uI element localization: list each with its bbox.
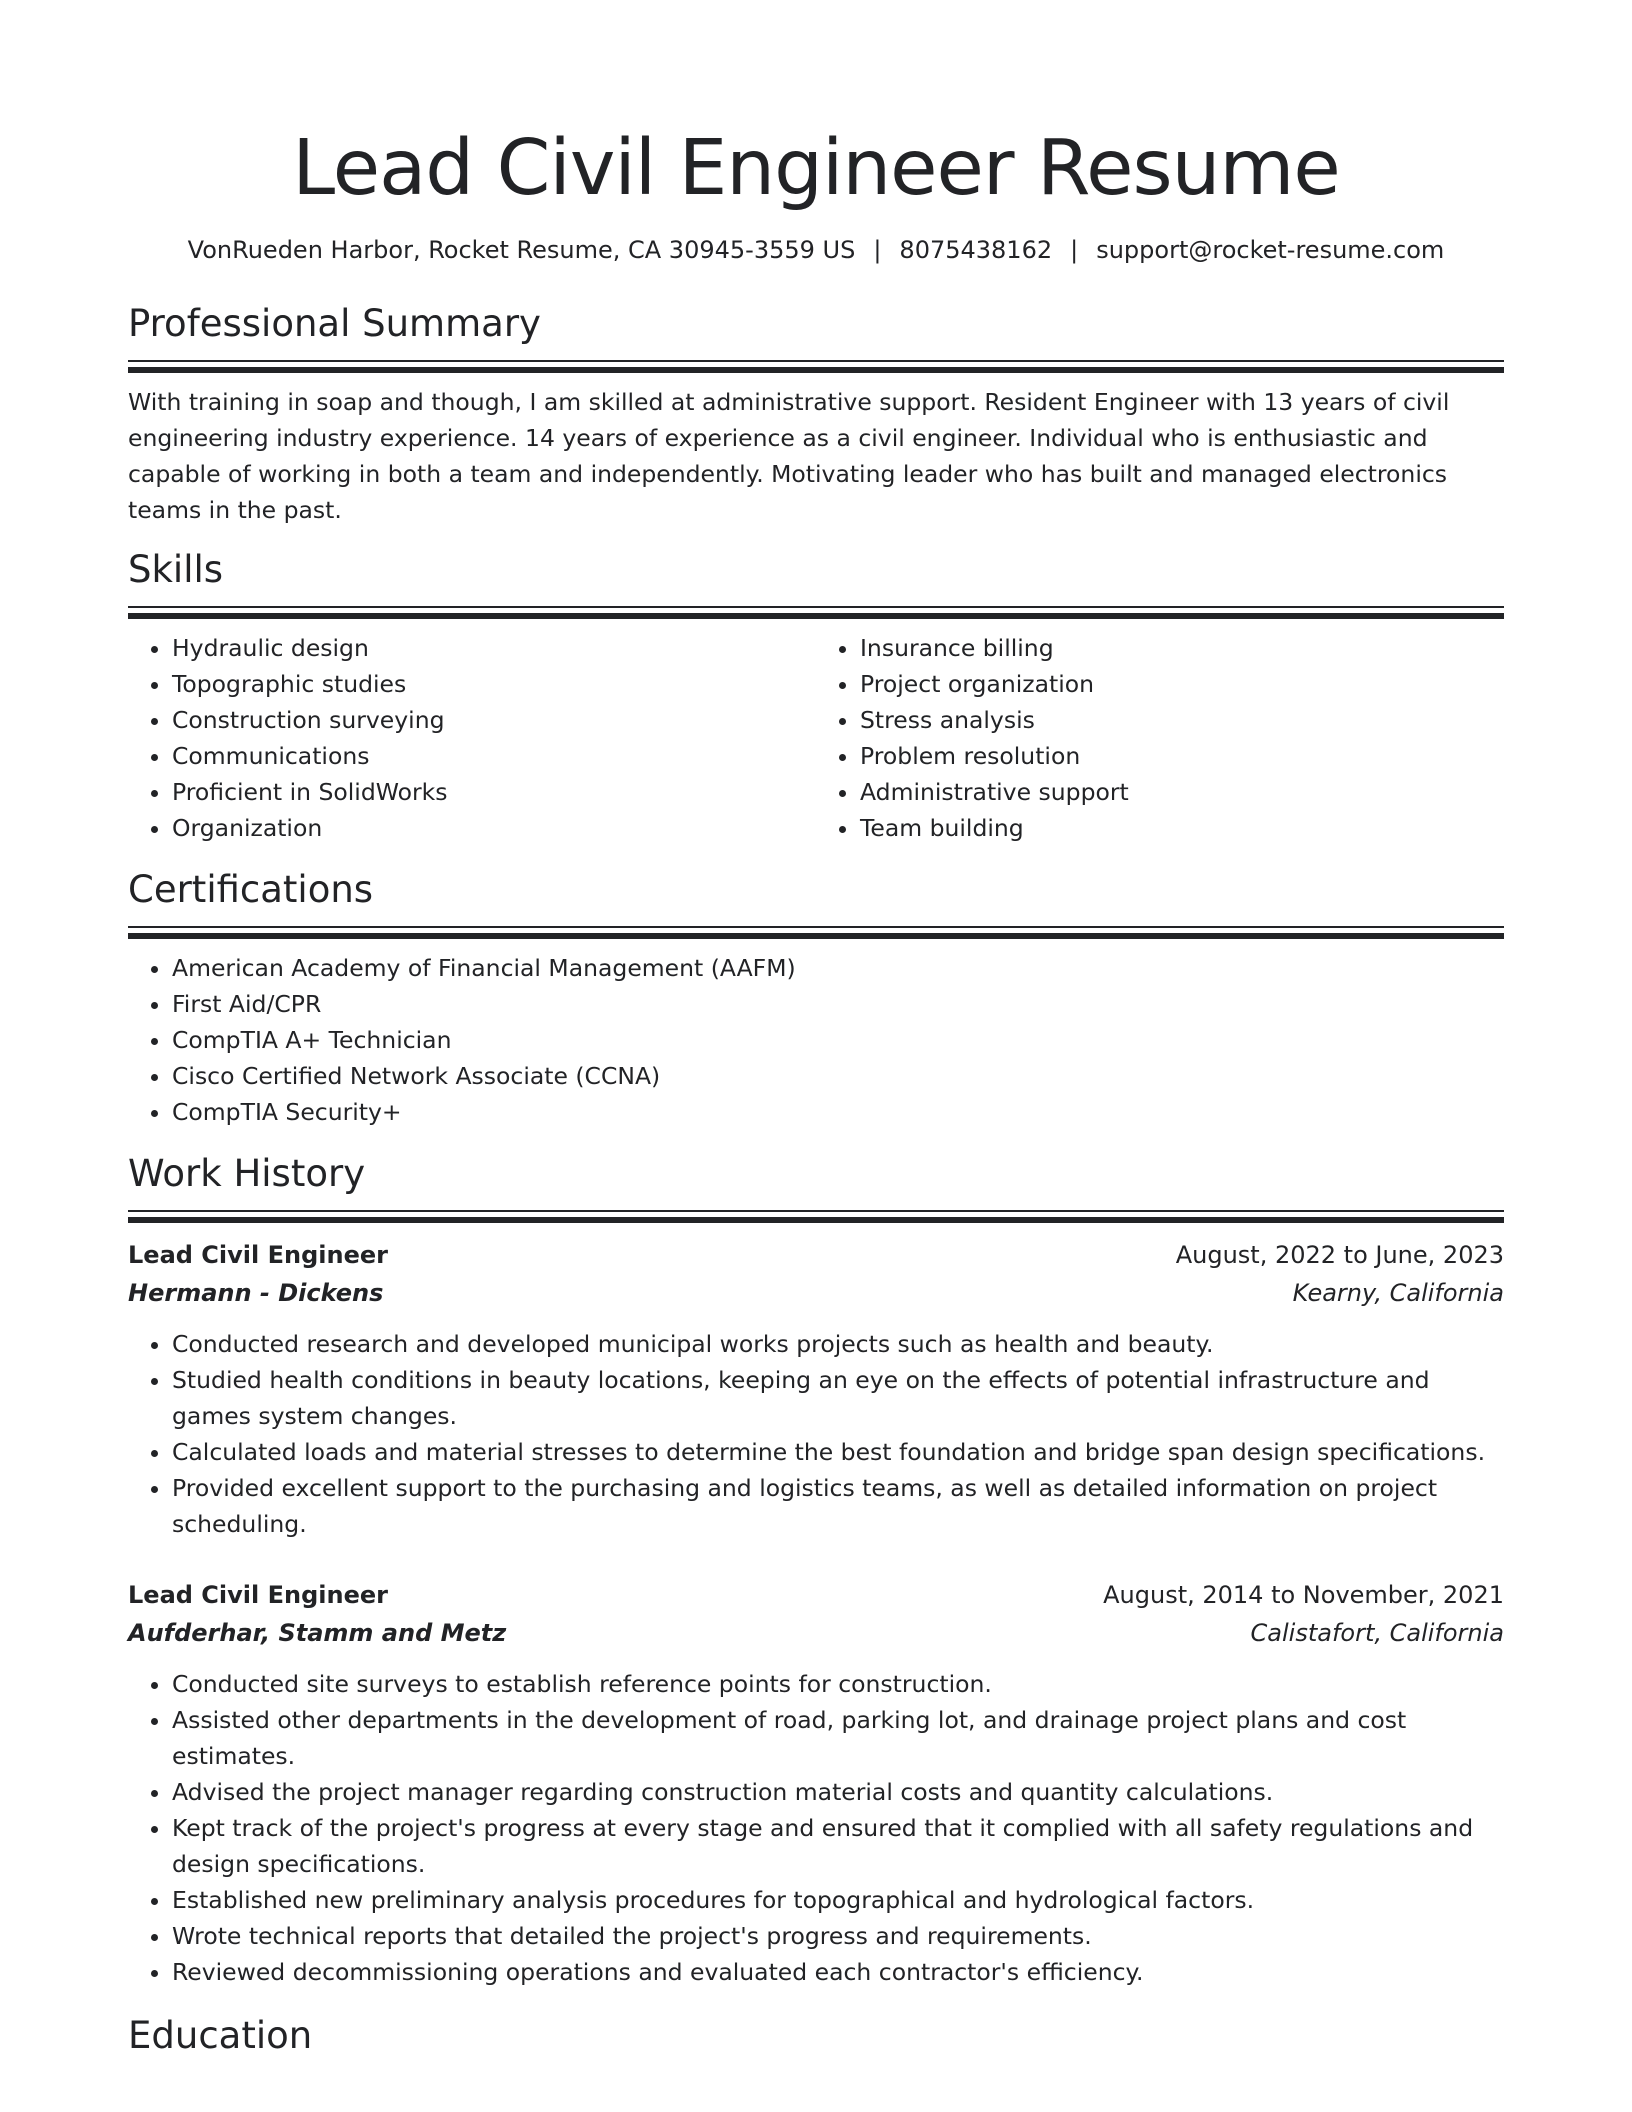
job-subheader-row xyxy=(128,1274,1504,1312)
job-duty-item: • Provided excellent support to the purchasing and logistics teams, as well as detailed information on project scheduling. xyxy=(172,1470,1504,1542)
job-duty-item: • Established new preliminary analysis procedures for topographical and hydrological factors. xyxy=(172,1882,1504,1918)
education-heading: Education xyxy=(128,2014,313,2057)
certifications-section xyxy=(128,866,1504,1130)
certification-item: • CompTIA A+ Technician xyxy=(172,1022,1504,1058)
section-divider xyxy=(128,926,1504,940)
section-divider xyxy=(128,360,1504,374)
contact-phone: 8075438162 xyxy=(899,236,1053,264)
certification-item: • First Aid/CPR xyxy=(172,986,1504,1022)
certifications-heading: Certifications xyxy=(128,868,374,911)
skill-item: • Insurance billing xyxy=(860,630,1504,666)
job-duty-item: • Studied health conditions in beauty locations, keeping an eye on the effects of potential infrastructure and games system changes. xyxy=(172,1362,1504,1434)
job-dates: August, 2022 to June, 2023 xyxy=(1175,1241,1504,1269)
job-location: Kearny, California xyxy=(1292,1279,1504,1307)
skill-item: • Hydraulic design xyxy=(172,630,816,666)
job-header-row xyxy=(128,1236,1504,1274)
skills-list-left xyxy=(128,630,816,846)
job-duties-list xyxy=(128,1326,1504,1542)
resume-title: Lead Civil Engineer Resume xyxy=(292,124,1340,213)
summary-section xyxy=(128,300,1504,528)
job-duty-item: • Kept track of the project's progress at every stage and ensured that it complied with all safety regulations and design specifications. xyxy=(172,1810,1504,1882)
certifications-list xyxy=(128,950,1504,1130)
skills-section xyxy=(128,546,1504,846)
summary-text: With training in soap and though, I am skilled at administrative support. Resident Engineer with 13 years of civil engineering industry experience. 14 years of experience as a civil engineer. Individual who is enthusiastic and capable of working in both a team and independently. Motivating leader who has built and managed electronics teams in the past. xyxy=(128,388,1450,524)
skill-item: • Team building xyxy=(860,810,1504,846)
job-duty-item: • Assisted other departments in the development of road, parking lot, and drainage project plans and cost estimates. xyxy=(172,1702,1504,1774)
section-divider xyxy=(128,1210,1504,1224)
skill-item: • Project organization xyxy=(860,666,1504,702)
contact-separator: | xyxy=(873,236,882,264)
job-title: Lead Civil Engineer xyxy=(128,1241,388,1269)
work-history-section xyxy=(128,1150,1504,1990)
skills-grid xyxy=(128,630,1504,846)
skill-item: • Topographic studies xyxy=(172,666,816,702)
job-duties-list xyxy=(128,1666,1504,1990)
job-duty-item: • Reviewed decommissioning operations and evaluated each contractor's efficiency. xyxy=(172,1954,1504,1990)
contact-address: VonRueden Harbor, Rocket Resume, CA 30945-3559 US xyxy=(187,236,856,264)
skill-item: • Stress analysis xyxy=(860,702,1504,738)
skill-item: • Organization xyxy=(172,810,816,846)
job-entry xyxy=(128,1236,1504,1542)
job-company: Hermann - Dickens xyxy=(128,1279,384,1307)
skill-item: • Communications xyxy=(172,738,816,774)
job-header-row xyxy=(128,1576,1504,1614)
skill-item: • Administrative support xyxy=(860,774,1504,810)
certification-item: • Cisco Certified Network Associate (CCNA) xyxy=(172,1058,1504,1094)
work-history-heading: Work History xyxy=(128,1152,366,1195)
skills-heading: Skills xyxy=(128,548,224,591)
job-duty-item: • Wrote technical reports that detailed the project's progress and requirements. xyxy=(172,1918,1504,1954)
job-duty-item: • Conducted site surveys to establish reference points for construction. xyxy=(172,1666,1504,1702)
skill-item: • Problem resolution xyxy=(860,738,1504,774)
skills-list-right xyxy=(816,630,1504,846)
job-subheader-row xyxy=(128,1614,1504,1652)
summary-heading: Professional Summary xyxy=(128,302,541,345)
job-company: Aufderhar, Stamm and Metz xyxy=(128,1619,507,1647)
skill-item: • Construction surveying xyxy=(172,702,816,738)
certification-item: • CompTIA Security+ xyxy=(172,1094,1504,1130)
job-dates: August, 2014 to November, 2021 xyxy=(1103,1581,1504,1609)
contact-separator: | xyxy=(1070,236,1079,264)
certification-item: • American Academy of Financial Management (AAFM) xyxy=(172,950,1504,986)
job-duty-item: • Advised the project manager regarding construction material costs and quantity calculations. xyxy=(172,1774,1504,1810)
education-section xyxy=(128,2012,1504,2060)
section-divider xyxy=(128,606,1504,620)
job-entry xyxy=(128,1576,1504,1990)
job-duty-item: • Calculated loads and material stresses to determine the best foundation and bridge span design specifications. xyxy=(172,1434,1504,1470)
job-location: Calistafort, California xyxy=(1250,1619,1504,1647)
job-duty-item: • Conducted research and developed municipal works projects such as health and beauty. xyxy=(172,1326,1504,1362)
contact-email: support@rocket-resume.com xyxy=(1096,236,1445,264)
skill-item: • Proficient in SolidWorks xyxy=(172,774,816,810)
job-title: Lead Civil Engineer xyxy=(128,1581,388,1609)
contact-line xyxy=(128,234,1504,266)
